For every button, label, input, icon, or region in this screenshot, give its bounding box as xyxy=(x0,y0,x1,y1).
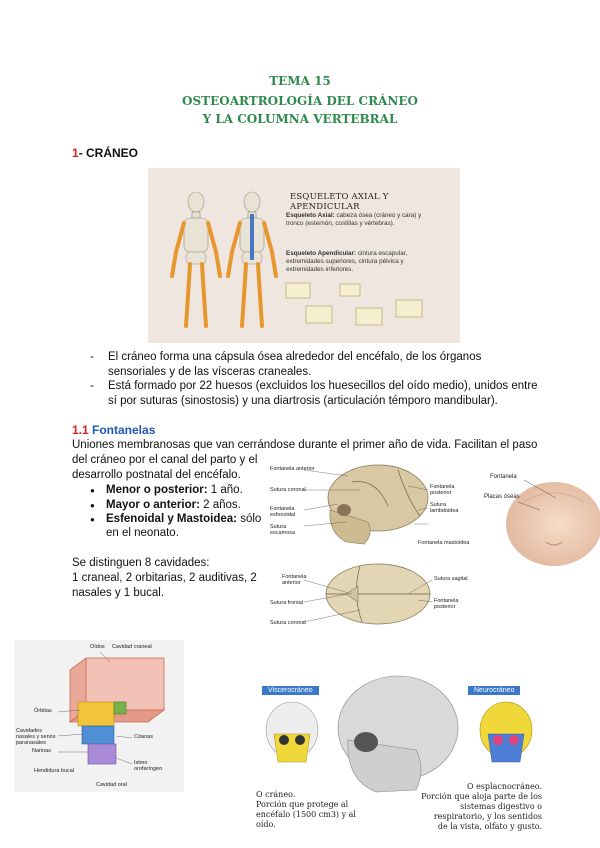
label-coanas: Cóanas xyxy=(134,734,153,740)
list-item: ● Esfenoidal y Mastoidea: sólo xyxy=(88,512,278,527)
list-item: - Está formado por 22 huesos (excluidos los huesecillos del oído medio), unidos entre sí por suturas (sinostosis) y una diartrosis (articulación témporo mandibular). xyxy=(88,379,538,408)
fontanelas-list xyxy=(88,483,278,527)
section-1-title: - CRÁNEO xyxy=(78,146,139,160)
label-fontanela-esfenoidal: Fontanela esfenoidal xyxy=(270,506,296,518)
neurocraneo-caption: O esplacnocráneo. Porción que aloja parte de los sistemas digestivo o respiratorio, y los sentidos de la vista, olfato y gusto. xyxy=(421,782,542,831)
label-sutura-escamosa: Sutura escamosa xyxy=(270,524,296,536)
label-sutura-sagital: Sutura sagital xyxy=(434,576,468,582)
apendicular-description: Esqueleto Apendicular: cintura escapular, extremidades superiores, cintura pélvica y extremidades inferiores. xyxy=(286,250,408,273)
label-top-fontanela-posterior: Fontanela posterior xyxy=(434,598,459,610)
fontanelas-intro-cont-2: desarrollo postnatal del encéfalo. xyxy=(72,469,241,481)
neurocraneo-tag: Neurocráneo xyxy=(468,686,520,695)
cavities-line-2: nasales y 1 bucal. xyxy=(72,587,165,599)
label-orbitas: Órbitas xyxy=(34,708,52,714)
fontanelas-list-cont: en el neonato. xyxy=(106,527,179,539)
label-cavidad-oral: Cavidad oral xyxy=(96,782,127,788)
section-1-number: 1 xyxy=(72,146,79,160)
section-1-1-title: Fontanelas xyxy=(88,423,156,437)
skeleton-figure xyxy=(148,168,460,343)
label-fontanela-posterior: Fontanela posterior xyxy=(430,484,455,496)
viscerocraneo-tag: Viscerocráneo xyxy=(262,686,319,695)
label-oidos: Oídos xyxy=(90,644,105,650)
label-fontanela: Fontanela xyxy=(490,474,517,480)
section-1-1-number: 1.1 xyxy=(72,423,89,437)
cavities-figure xyxy=(14,640,184,792)
axial-description: Esqueleto Axial: cabeza ósea (cráneo y cara) y tronco (esternón, costillas y vértebras). xyxy=(286,212,422,227)
tema-number: TEMA 15 xyxy=(269,74,331,88)
list-item: - El cráneo forma una cápsula ósea alrededor del encéfalo, de los órganos sensoriales y de las vísceras craneales. xyxy=(88,350,538,379)
fontanelas-intro-cont-1: del cráneo por el canal del parto y el xyxy=(72,454,258,466)
label-top-fontanela-anterior: Fontanela anterior xyxy=(282,574,307,586)
newborn-skull-figure xyxy=(268,460,482,630)
baby-figure xyxy=(484,462,600,572)
fontanelas-intro: Uniones membranosas que van cerrándose durante el primer año de vida. Facilitan el paso xyxy=(72,439,538,451)
section-1-heading xyxy=(72,146,138,160)
list-item: ● Mayor o anterior: 2 años. xyxy=(88,498,278,513)
viscerocraneo-caption: O cráneo. Porción que protege al encéfalo (1500 cm3) y al oído. xyxy=(256,790,356,829)
label-cavidades-nasales: Cavidades nasales y senos paranasales xyxy=(16,728,56,746)
label-sutura-coronal: Sutura coronal xyxy=(270,487,306,493)
label-fontanela-mastoidea: Fontanela mastoidea xyxy=(418,540,470,546)
skull-division-figure xyxy=(256,670,546,842)
section-1-1-heading xyxy=(72,423,155,437)
label-sutura-lambdoidea: Sutura lambdoidea xyxy=(430,502,459,514)
label-sutura-frontal: Sutura frontal xyxy=(270,600,304,606)
cavities-heading: Se distinguen 8 cavidades: xyxy=(72,557,210,569)
cranium-bullets xyxy=(88,350,538,408)
cavities-line-1: 1 craneal, 2 orbitarias, 2 auditivas, 2 xyxy=(72,572,257,584)
page-title: OSTEOARTROLOGÍA DEL CRÁNEO xyxy=(182,94,418,108)
label-top-sutura-coronal: Sutura coronal xyxy=(270,620,306,626)
figure-title: ESQUELETO AXIAL Y APENDICULAR xyxy=(290,192,389,212)
label-fontanela-anterior: Fontanela anterior xyxy=(270,466,315,472)
label-cavidad-craneal: Cavidad craneal xyxy=(112,644,152,650)
label-hendidura-bucal: Hendidura bucal xyxy=(34,768,75,774)
label-placas-oseas: Placas óseas xyxy=(484,494,520,500)
label-istmo-orofaringeo: Istmo orofaríngeo xyxy=(134,760,163,772)
page-subtitle: Y LA COLUMNA VERTEBRAL xyxy=(202,112,398,126)
list-item: ● Menor o posterior: 1 año. xyxy=(88,483,278,498)
label-narinas: Narinas xyxy=(32,748,51,754)
